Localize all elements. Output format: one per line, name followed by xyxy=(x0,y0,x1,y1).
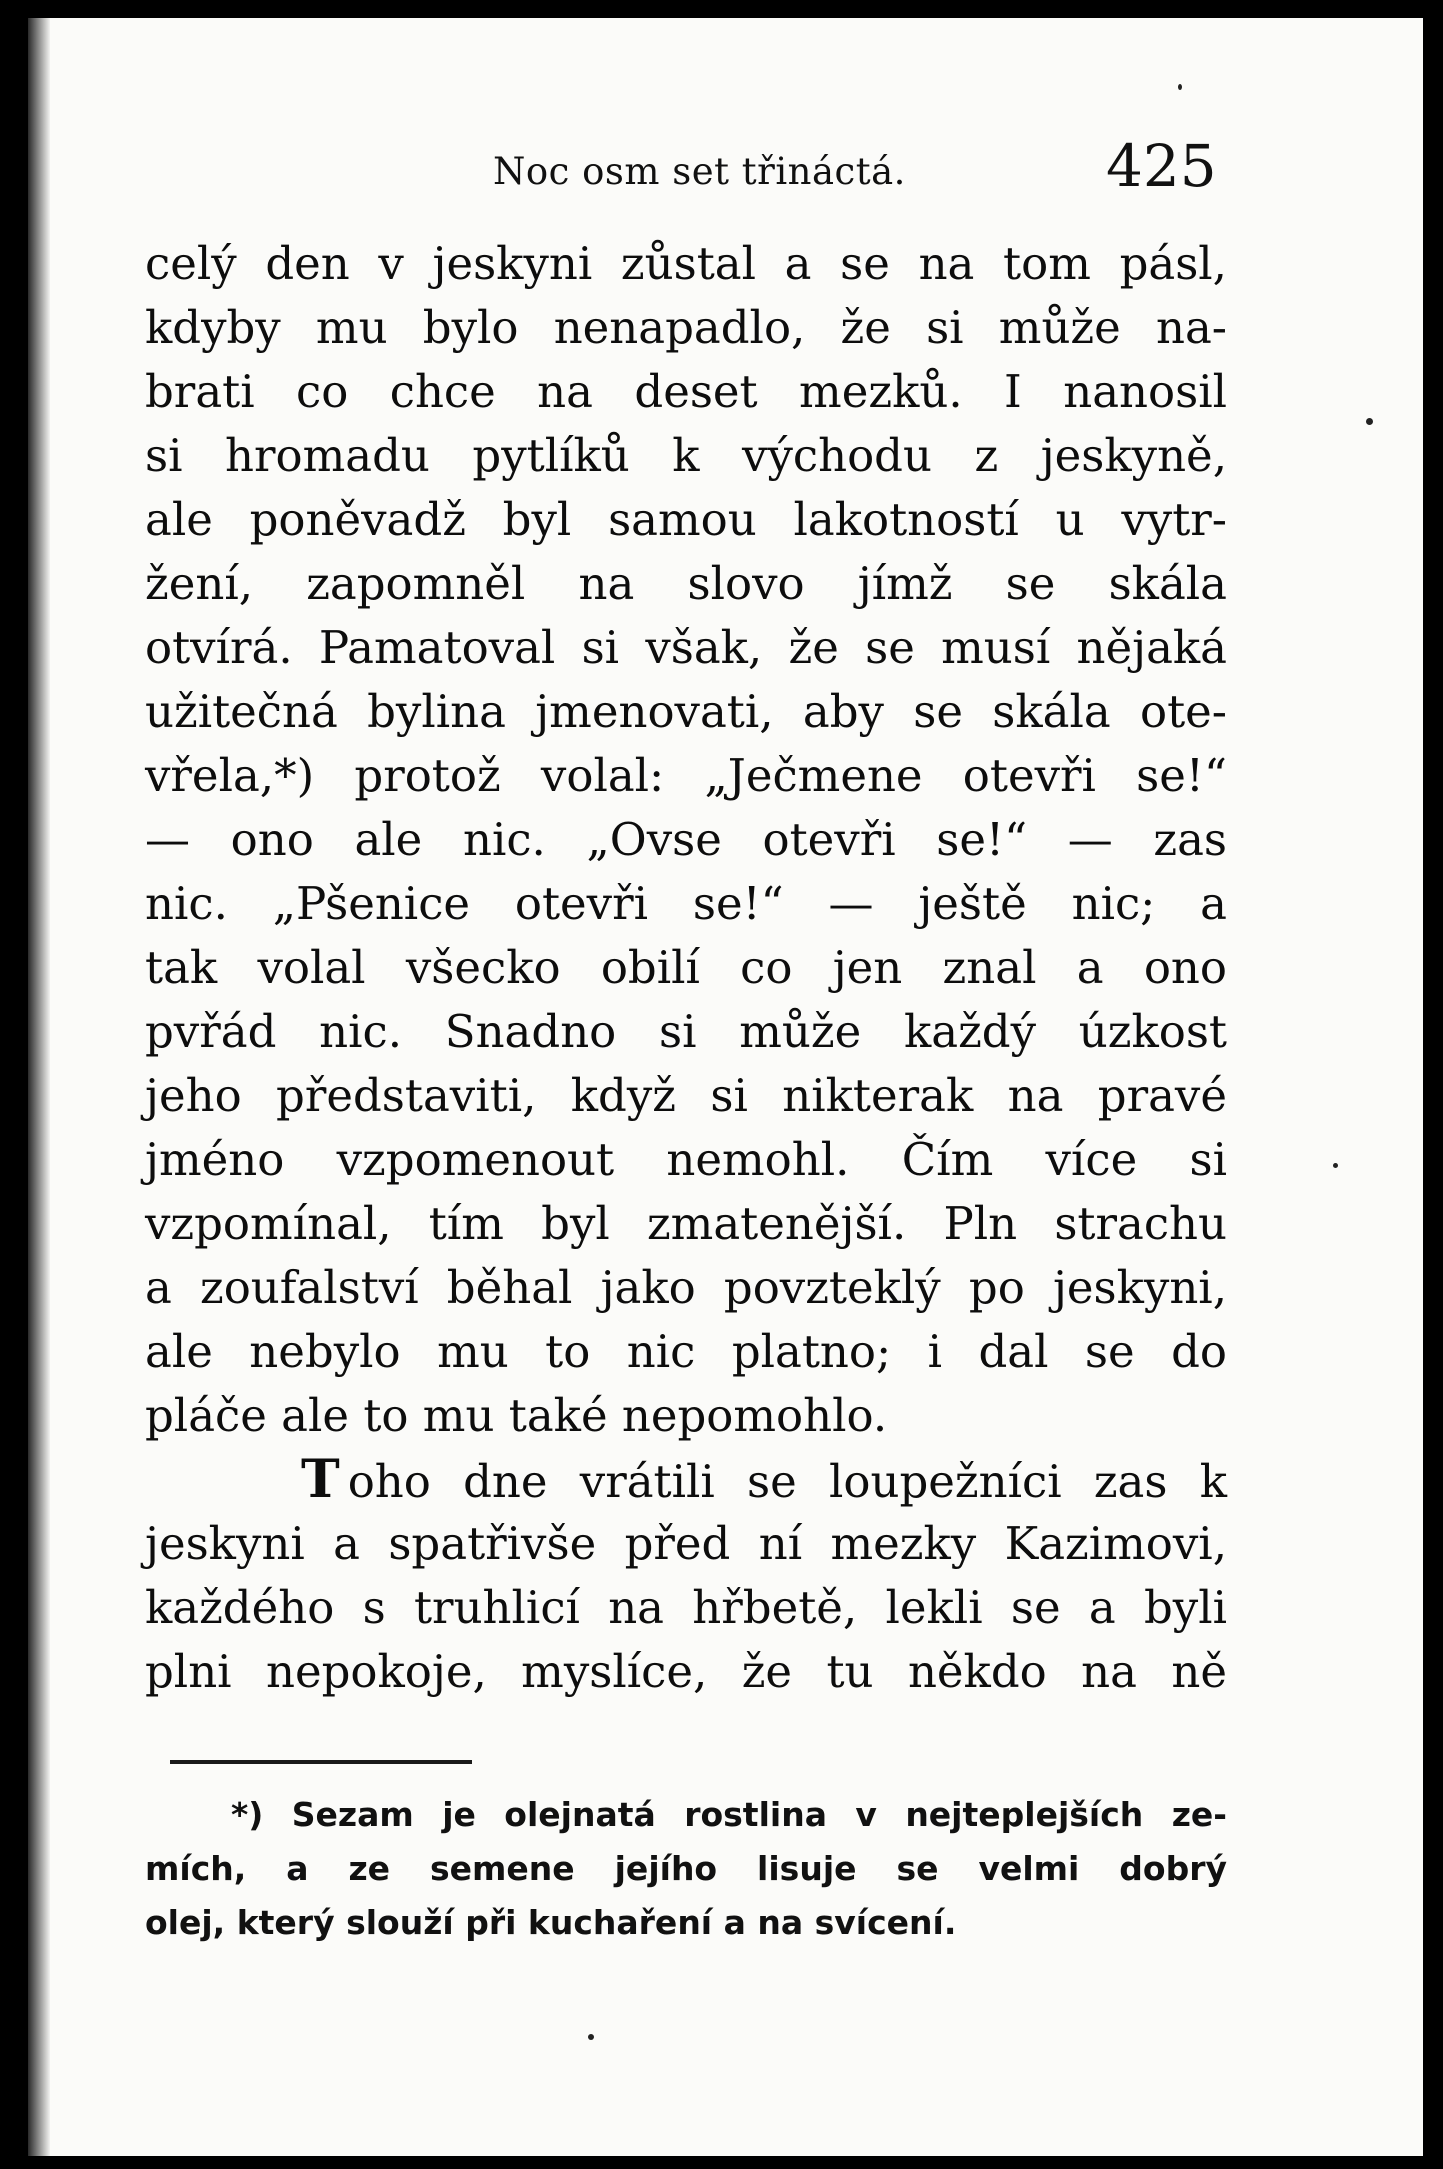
text-line: oho dne vrátili se loupežníci zas k xyxy=(347,1455,1227,1508)
print-speck xyxy=(1333,1163,1338,1168)
text-line: užitečná bylina jmenovati, aby se skála ote- xyxy=(145,685,1227,738)
paragraph-opening-line xyxy=(145,1448,1227,1512)
text-line: žení, zapomněl na slovo jímž se skála xyxy=(145,557,1227,610)
footnote-rule xyxy=(170,1760,472,1764)
page-header xyxy=(28,126,1423,200)
text-line: celý den v jeskyni zůstal a se na tom pásl, xyxy=(145,237,1227,290)
page-number: 425 xyxy=(1106,132,1217,200)
text-line: vřela,*) protož volal: „Ječmene otevři se!“ xyxy=(145,749,1227,802)
print-speck xyxy=(588,2034,594,2040)
print-speck xyxy=(1178,84,1182,90)
footnote-line: *) Sezam je olejnatá rostlina v nejteplejších ze- xyxy=(231,1795,1227,1834)
text-line: ale nebylo mu to nic platno; i dal se do xyxy=(145,1325,1227,1378)
footnote-line: olej, který slouží při kuchaření a na svícení. xyxy=(145,1903,957,1942)
text-line: kdyby mu bylo nenapadlo, že si může na- xyxy=(145,301,1227,354)
text-line: tak volal všecko obilí co jen znal a ono xyxy=(145,941,1227,994)
spine-shadow xyxy=(28,18,50,2156)
text-line: jméno vzpomenout nemohl. Čím více si xyxy=(145,1133,1227,1186)
print-speck xyxy=(1366,418,1373,425)
text-line: otvírá. Pamatoval si však, že se musí nějaká xyxy=(145,621,1227,674)
text-line: jeho představiti, když si nikterak na pravé xyxy=(145,1069,1227,1122)
footnote xyxy=(145,1788,1227,1950)
book-page xyxy=(28,18,1423,2156)
text-line: pláče ale to mu také nepomohlo. xyxy=(145,1389,888,1442)
text-line: každého s truhlicí na hřbetě, lekli se a byli xyxy=(145,1581,1227,1634)
text-line: si hromadu pytlíků k východu z jeskyně, xyxy=(145,429,1227,482)
text-line: a zoufalství běhal jako povzteklý po jeskyni, xyxy=(145,1261,1227,1314)
text-line: vzpomínal, tím byl zmatenější. Pln strachu xyxy=(145,1197,1227,1250)
running-title: Noc osm set třináctá. xyxy=(493,150,906,193)
main-text xyxy=(145,232,1227,1704)
text-line: plni nepokoje, myslíce, že tu někdo na ně xyxy=(145,1645,1227,1698)
text-line: — ono ale nic. „Ovse otevři se!“ — zas xyxy=(145,813,1227,866)
text-line: nic. „Pšenice otevři se!“ — ještě nic; a xyxy=(145,877,1227,930)
text-line: pvřád nic. Snadno si může každý úzkost xyxy=(145,1005,1227,1058)
text-line: brati co chce na deset mezků. I nanosil xyxy=(145,365,1227,418)
footnote-line: mích, a ze semene jejího lisuje se velmi dobrý xyxy=(145,1849,1227,1888)
text-line: jeskyni a spatřivše před ní mezky Kazimovi, xyxy=(145,1517,1227,1570)
drop-initial: T xyxy=(301,1449,340,1510)
text-line: ale poněvadž byl samou lakotností u vytr- xyxy=(145,493,1227,546)
